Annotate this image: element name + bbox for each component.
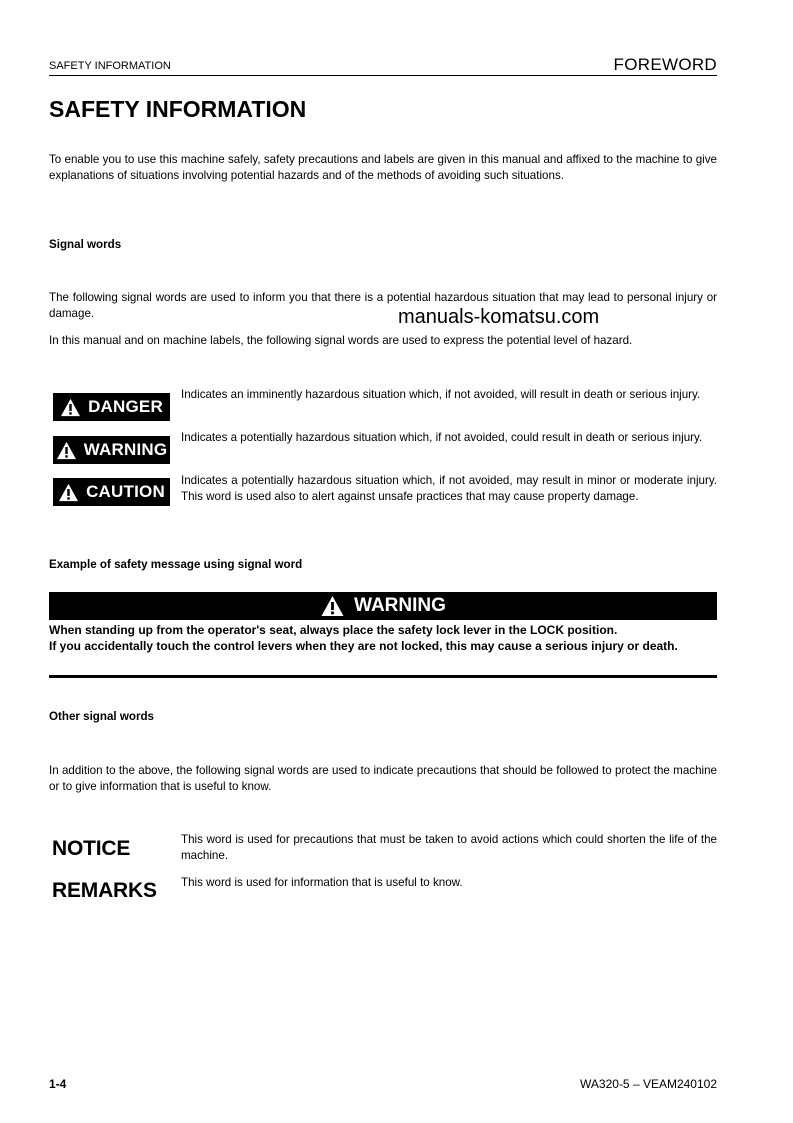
warning-triangle-icon [60, 398, 81, 417]
danger-label: DANGER [88, 397, 163, 416]
other-signal-words-heading: Other signal words [49, 710, 155, 723]
running-header-left: SAFETY INFORMATION [49, 60, 171, 72]
signal-words-paragraph-1: The following signal words are used to inform you that there is a potential hazardous situation that may lead to personal injury or damage. [49, 291, 717, 321]
example-warning-bar [49, 592, 717, 620]
caution-badge [53, 478, 170, 506]
notice-label: NOTICE [52, 837, 131, 860]
page-title: SAFETY INFORMATION [49, 96, 307, 122]
example-warning-line-1: When standing up from the operator's seat, always place the safety lock lever in the LOCK position. [49, 623, 618, 637]
example-bottom-rule [49, 675, 717, 678]
caution-description: Indicates a potentially hazardous situation which, if not avoided, may result in minor or moderate injury. This word is used also to alert against unsafe practices that may cause property damage. [181, 474, 717, 504]
signal-words-heading: Signal words [49, 238, 122, 251]
danger-description: Indicates an imminently hazardous situation which, if not avoided, will result in death or serious injury. [181, 388, 701, 401]
header-divider [49, 75, 717, 76]
warning-triangle-icon [56, 441, 77, 460]
example-heading: Example of safety message using signal word [49, 558, 303, 571]
example-warning-line-2: If you accidentally touch the control levers when they are not locked, this may cause a serious injury or death. [49, 638, 678, 653]
remarks-label: REMARKS [52, 879, 157, 902]
watermark-text: manuals-komatsu.com [398, 306, 600, 328]
other-signal-words-paragraph: In addition to the above, the following signal words are used to indicate precautions that should be followed to protect the machine or to give information that is useful to know. [49, 764, 717, 794]
danger-badge [53, 393, 170, 421]
warning-triangle-icon [58, 483, 79, 502]
intro-paragraph: To enable you to use this machine safely, safety precautions and labels are given in this manual and affixed to the machine to give explanations of situations involving potential hazards and of the methods of avoiding such situations. [49, 153, 717, 183]
remarks-description: This word is used for information that is useful to know. [181, 876, 463, 889]
signal-words-paragraph-2: In this manual and on machine labels, the following signal words are used to express the potential level of hazard. [49, 334, 633, 347]
example-warning-label: WARNING [354, 595, 446, 616]
warning-label: WARNING [83, 440, 168, 459]
notice-description: This word is used for precautions that must be taken to avoid actions which could shorten the life of the machine. [181, 833, 717, 863]
warning-triangle-icon [320, 595, 345, 617]
warning-badge [53, 436, 170, 464]
example-warning-message [49, 623, 717, 654]
running-header-right: FOREWORD [613, 55, 717, 74]
page-number: 1-4 [49, 1077, 67, 1091]
warning-description: Indicates a potentially hazardous situation which, if not avoided, could result in death or serious injury. [181, 431, 703, 444]
document-code: WA320-5 – VEAM240102 [580, 1077, 717, 1091]
caution-label: CAUTION [86, 482, 165, 501]
